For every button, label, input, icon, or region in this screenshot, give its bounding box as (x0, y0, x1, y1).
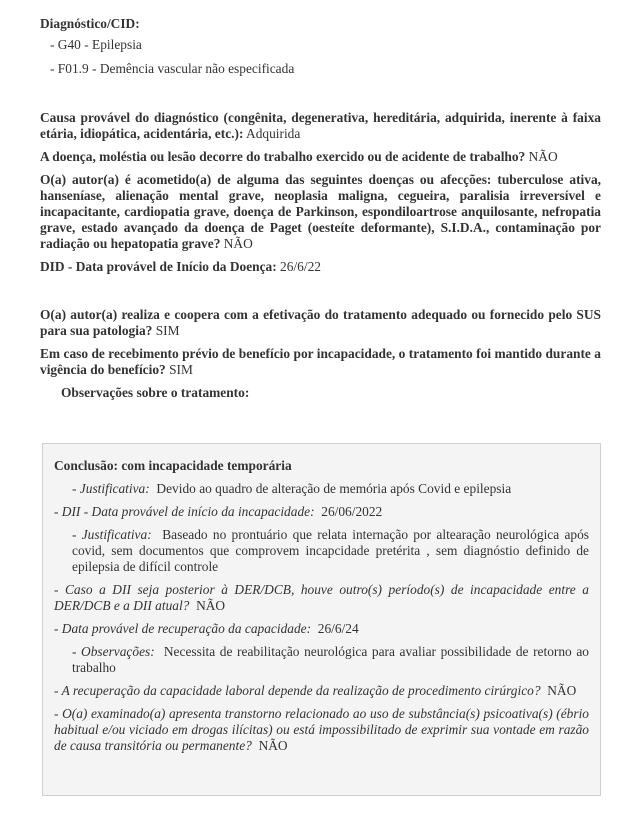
work-related-value: NÃO (528, 149, 558, 164)
substances-label: - O(a) examinado(a) apresenta transtorno relacionado ao uso de substância(s) psicoativa(s) (ébrio habitual e/ou viciado em drogas ilícitas) ou está impossibilitado de exprimir sua vontade em razão de causa transitória ou permanente? (54, 706, 589, 753)
conclusion-box (42, 443, 601, 796)
treatment-maintained-question (40, 346, 601, 378)
serious-diseases-question (40, 172, 601, 252)
cid-item: - G40 - Epilepsia (50, 37, 142, 52)
document-content (40, 16, 601, 401)
justification-2-value: Baseado no prontuário que relata internação por altearação neurológica após covid, sem documentos que comprovem incapcidade pretérita , sem diagnóstio definido de epilepsia de difícil controle (72, 527, 590, 574)
observations-row (54, 644, 589, 676)
surgery-value: NÃO (547, 683, 577, 698)
recovery-date-label: - Data provável de recuperação da capacidade: (54, 621, 312, 636)
cause-question (40, 110, 601, 142)
observations-label: - Observações: (72, 644, 155, 659)
did-label: DID - Data provável de Início da Doença: (40, 259, 277, 274)
serious-diseases-value: NÃO (223, 236, 253, 251)
conclusion-title: Conclusão: com incapacidade temporária (54, 458, 292, 473)
treatment-question (40, 307, 601, 339)
dii-label: - DII - Data provável de início da incapacidade: (54, 504, 315, 519)
diagnosis-title: Diagnóstico/CID: (40, 16, 140, 31)
did-value: 26/6/22 (280, 259, 321, 274)
dii-after-der-value: NÃO (196, 598, 226, 613)
justification-1 (54, 481, 589, 497)
treatment-maintained-value: SIM (169, 362, 193, 377)
observations-value: Necessita de reabilitação neurológica para avaliar possibilidade de retorno ao trabalho (72, 644, 589, 675)
dii-after-der-row (54, 582, 589, 614)
cause-value: Adquirida (246, 126, 301, 141)
work-related-label: A doença, moléstia ou lesão decorre do trabalho exercido ou de acidente de trabalho? (40, 149, 526, 164)
dii-value: 26/06/2022 (321, 504, 383, 519)
treatment-observations-title: Observações sobre o tratamento: (61, 385, 250, 400)
cid-list (50, 37, 601, 77)
dii-after-der-label: - Caso a DII seja posterior à DER/DCB, houve outro(s) período(s) de incapacidade entre a DER/DCB e a DII atual? (54, 582, 589, 613)
justification-1-label: - Justificativa: (72, 481, 150, 496)
substances-row (54, 706, 589, 754)
justification-2 (54, 527, 589, 575)
justification-1-value: Devido ao quadro de alteração de memória após Covid e epilepsia (156, 481, 512, 496)
treatment-label: O(a) autor(a) realiza e coopera com a efetivação do tratamento adequado ou fornecido pelo SUS para sua patologia? (40, 307, 601, 338)
cause-label: Causa provável do diagnóstico (congênita, degenerativa, hereditária, adquirida, inerente à faixa etária, idiopática, acidentária, etc.): (40, 110, 601, 141)
did-question (40, 259, 601, 275)
dii-row (54, 504, 589, 520)
serious-diseases-label: O(a) autor(a) é acometido(a) de alguma das seguintes doenças ou afecções: tuberculose ativa, hanseníase, alienação mental grave, neoplasia maligna, cegueira, paralisia irreversível e incapacitante, cardiopatia grave, doença de Parkinson, espondiloartrose anquilosante, nefropatia grave, estado avançado da doença de Paget (oesteíte deformante), S.I.D.A., contaminação por radiação ou hepatopatia grave? (40, 172, 601, 251)
surgery-row (54, 683, 589, 699)
surgery-label: - A recuperação da capacidade laboral depende da realização de procedimento cirúrgico? (54, 683, 541, 698)
work-related-question (40, 149, 601, 165)
cid-item: - F01.9 - Demência vascular não especificada (50, 61, 295, 76)
treatment-value: SIM (155, 323, 180, 338)
treatment-maintained-label: Em caso de recebimento prévio de benefício por incapacidade, o tratamento foi mantido durante a vigência do benefício? (40, 346, 601, 377)
substances-value: NÃO (258, 738, 288, 753)
justification-2-label: - Justificativa: (72, 527, 152, 542)
recovery-date-value: 26/6/24 (317, 621, 359, 636)
recovery-date-row (54, 621, 589, 637)
